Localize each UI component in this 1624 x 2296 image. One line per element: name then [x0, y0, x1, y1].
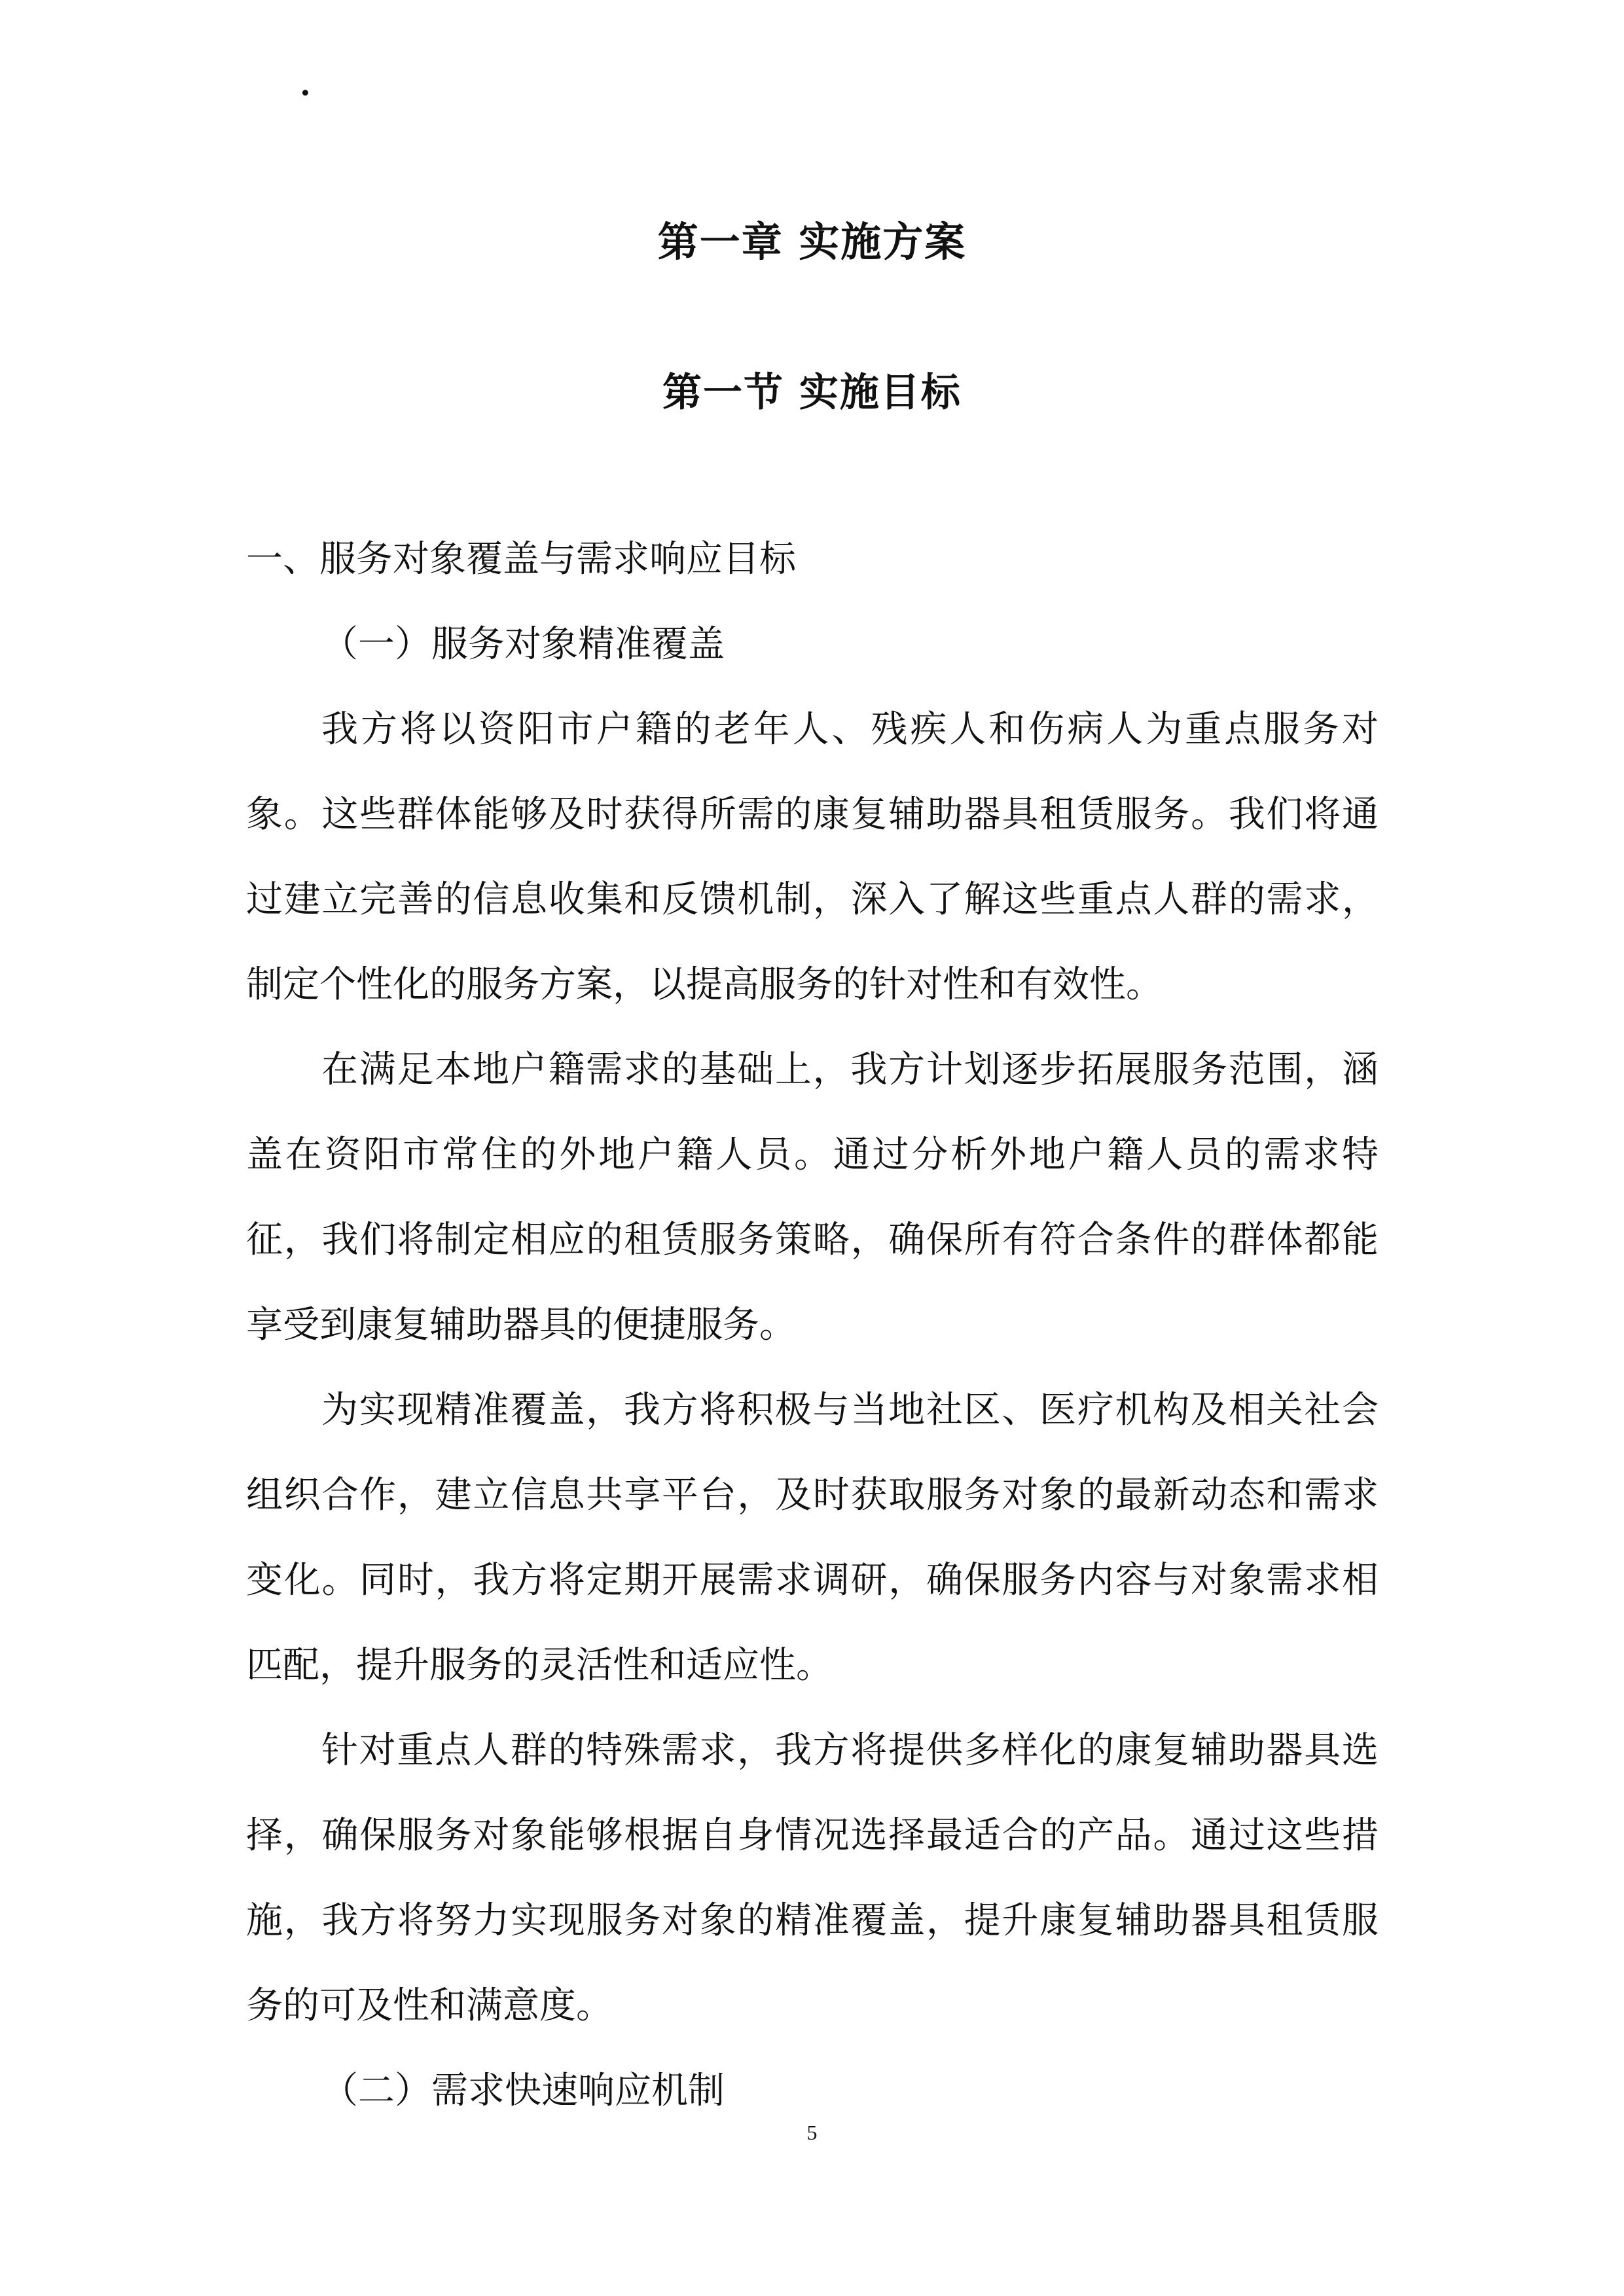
- heading-level-1: 一、服务对象覆盖与需求响应目标: [246, 538, 796, 581]
- paragraph: 在满足本地户籍需求的基础上，我方计划逐步拓展服务范围，涵盖在资阳市常住的外地户籍人员。通过分析外地户籍人员的需求特征，我们将制定相应的租赁服务策略，确保所有符合条件的群体都能享受到康复辅助器具的便捷服务。: [246, 1049, 1379, 1346]
- subheading-precise-coverage: （一）服务对象精准覆盖: [321, 623, 725, 666]
- subheading-rapid-response: （二）需求快速响应机制: [321, 2070, 725, 2112]
- section-title: 第一节 实施目标: [662, 370, 962, 416]
- paragraph: 针对重点人群的特殊需求，我方将提供多样化的康复辅助器具选择，确保服务对象能够根据自身情况选择最适合的产品。通过这些措施，我方将努力实现服务对象的精准覆盖，提升康复辅助器具租赁服务的可及性和满意度。: [246, 1729, 1379, 2027]
- body-content: [246, 517, 1379, 2134]
- header-mark: ·: [300, 75, 311, 111]
- page-number: 5: [806, 2121, 818, 2144]
- paragraph: 为实现精准覆盖，我方将积极与当地社区、医疗机构及相关社会组织合作，建立信息共享平台，及时获取服务对象的最新动态和需求变化。同时，我方将定期开展需求调研，确保服务内容与对象需求相匹配，提升服务的灵活性和适应性。: [246, 1389, 1379, 1687]
- chapter-title: 第一章 实施方案: [657, 218, 967, 266]
- paragraph: 我方将以资阳市户籍的老年人、残疾人和伤病人为重点服务对象。这些群体能够及时获得所需的康复辅助器具租赁服务。我们将通过建立完善的信息收集和反馈机制，深入了解这些重点人群的需求，制定个性化的服务方案，以提高服务的针对性和有效性。: [246, 708, 1379, 1006]
